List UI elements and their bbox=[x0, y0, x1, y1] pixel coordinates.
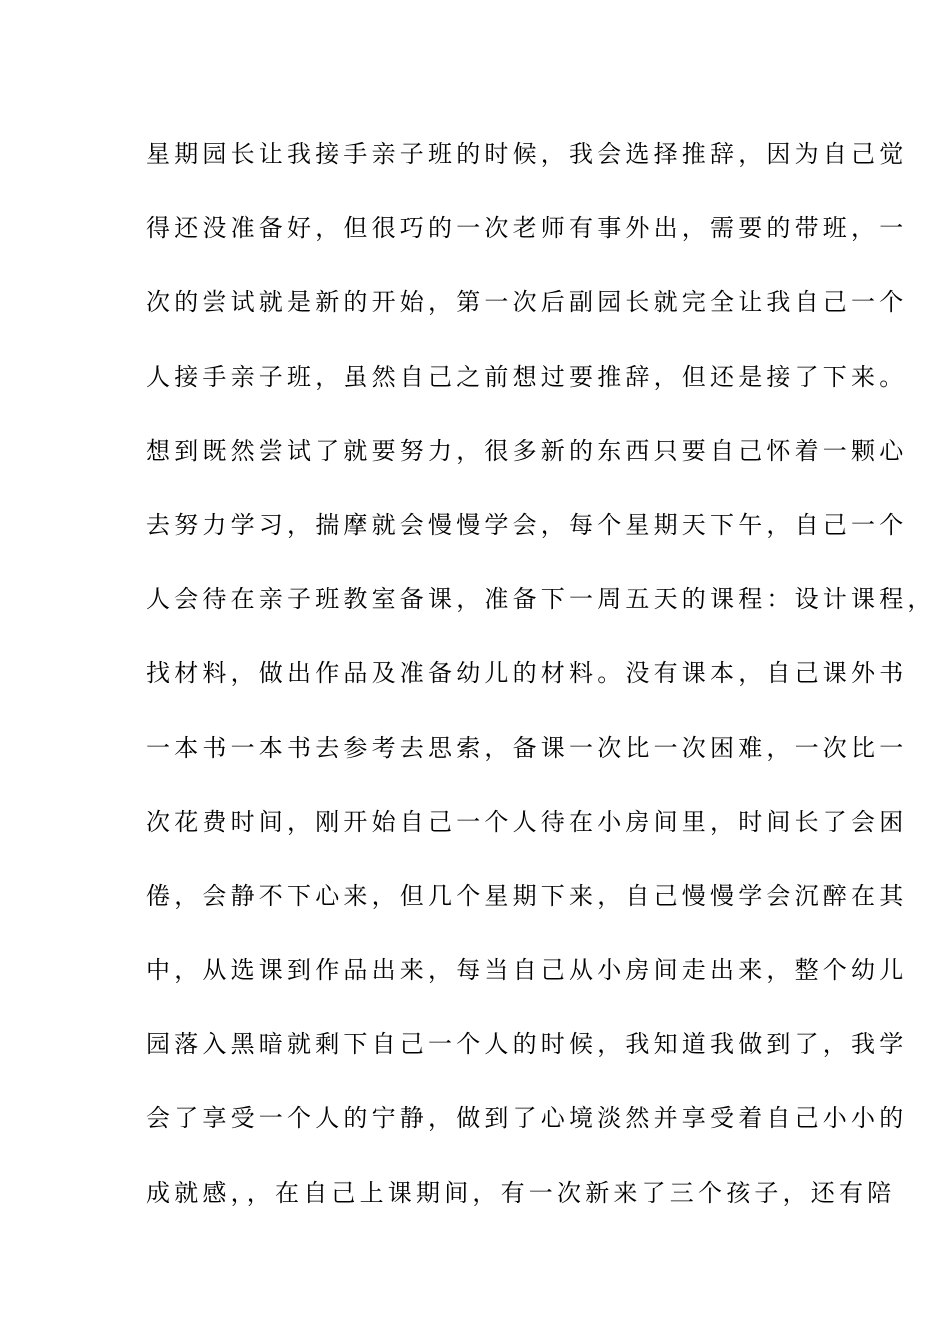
text-line: 次花费时间，刚开始自己一个人待在小房间里，时间长了会困 bbox=[146, 807, 908, 836]
text-line: 中，从选课到作品出来，每当自己从小房间走出来，整个幼儿 bbox=[146, 956, 908, 985]
text-line: 星期园长让我接手亲子班的时候，我会选择推辞，因为自己觉 bbox=[146, 140, 908, 168]
text-line: 想到既然尝试了就要努力，很多新的东西只要自己怀着一颗心 bbox=[146, 436, 908, 465]
text-line: 得还没准备好，但很巧的一次老师有事外出，需要的带班，一 bbox=[146, 214, 908, 243]
text-line: 一本书一本书去参考去思索，备课一次比一次困难，一次比一 bbox=[146, 733, 908, 762]
text-line: 找材料，做出作品及准备幼儿的材料。没有课本，自己课外书 bbox=[146, 659, 908, 688]
text-line: 倦，会静不下心来，但几个星期下来，自己慢慢学会沉醉在其 bbox=[146, 881, 908, 910]
text-line: 人会待在亲子班教室备课，准备下一周五天的课程：设计课程， bbox=[146, 585, 936, 614]
text-line: 会了享受一个人的宁静，做到了心境淡然并享受着自己小小的 bbox=[146, 1104, 908, 1133]
text-line: 次的尝试就是新的开始，第一次后副园长就完全让我自己一个 bbox=[146, 288, 908, 317]
text-line: 人接手亲子班，虽然自己之前想过要推辞，但还是接了下来。 bbox=[146, 362, 908, 391]
body-text bbox=[146, 132, 936, 1245]
text-line: 园落入黑暗就剩下自己一个人的时候，我知道我做到了，我学 bbox=[146, 1030, 908, 1059]
text-line: 成就感，，在自己上课期间，有一次新来了三个孩子，还有陪 bbox=[146, 1178, 896, 1207]
text-line: 去努力学习，揣摩就会慢慢学会，每个星期天下午，自己一个 bbox=[146, 510, 908, 539]
